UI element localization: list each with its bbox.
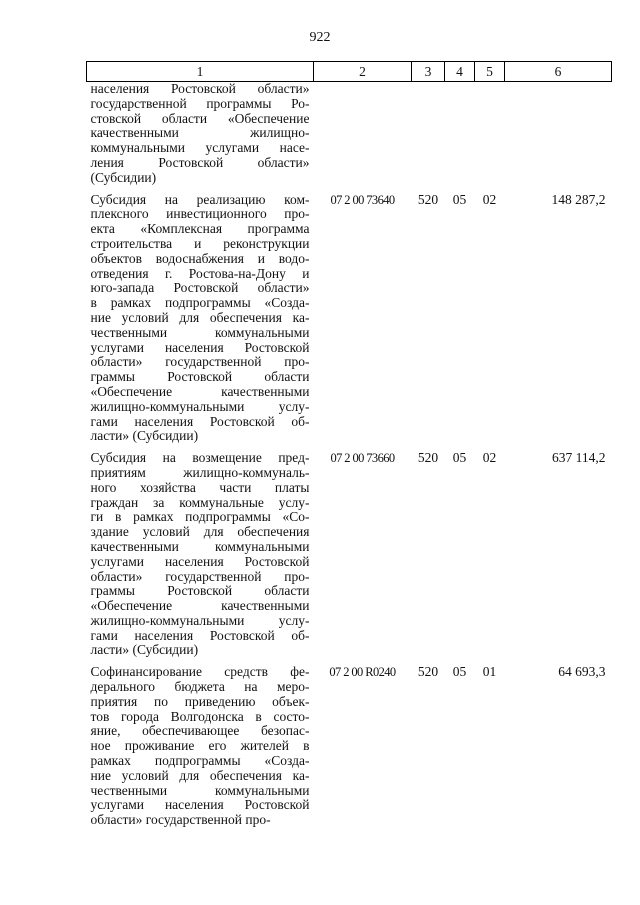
row-description	[87, 82, 314, 193]
row-description	[87, 451, 314, 665]
description-line: екта «Комплексная программа	[90, 221, 310, 237]
description-line: услугами населения Ростовской	[90, 553, 310, 569]
description-line: тов города Волгодонска в состо-	[90, 708, 310, 724]
description-line: ления Ростовской области»	[90, 154, 310, 170]
column-header: 2	[314, 62, 412, 82]
column-header: 1	[87, 62, 314, 82]
budget-code	[314, 82, 412, 193]
description-line: в рамках подпрограммы «Созда-	[90, 295, 310, 311]
page-number: 922	[309, 30, 331, 45]
description-line: чественными коммунальными	[90, 782, 310, 798]
table-row	[87, 451, 612, 665]
description-line: Субсидия на реализацию ком-	[90, 191, 310, 207]
description-line: здание условий для обеспечения	[90, 524, 310, 540]
description-line: «Обеспечение качественными	[90, 598, 310, 614]
table-header-row	[87, 62, 612, 82]
description-line: ласти» (Субсидии)	[90, 642, 199, 658]
amount-value: 148 287,2	[551, 191, 606, 207]
row-description	[87, 665, 314, 835]
description-line: яние, обеспечивающее безопас-	[90, 723, 310, 739]
row-description	[87, 193, 314, 452]
column-header: 5	[475, 62, 505, 82]
expense-type-code: 520	[417, 191, 439, 207]
column-header: 4	[445, 62, 475, 82]
subsection-code: 02	[482, 450, 497, 466]
description-line: приятиям жилищно-коммуналь-	[90, 464, 310, 480]
description-line: юго-запада Ростовской области»	[90, 280, 310, 296]
description-line: рамках подпрограммы «Созда-	[90, 753, 310, 769]
expense-type-code: 520	[417, 664, 439, 680]
table-row	[87, 82, 612, 193]
description-line: коммунальными услугами насе-	[90, 140, 310, 156]
subsection-code: 02	[482, 191, 497, 207]
section-code: 05	[452, 191, 467, 207]
table-row	[87, 665, 612, 835]
description-line: Софинансирование средств фе-	[90, 664, 310, 680]
expense-type-code: 520	[417, 450, 439, 466]
description-line: Субсидия на возмещение пред-	[90, 450, 310, 466]
description-line: объектов водоснабжения и водо-	[90, 250, 310, 266]
budget-table	[86, 61, 612, 835]
description-line: ние условий для обеспечения ка-	[90, 309, 310, 325]
description-line: (Субсидии)	[90, 169, 157, 185]
description-line: граждан за коммунальные услу-	[90, 494, 310, 510]
table-row	[87, 193, 612, 452]
description-line: гами населения Ростовской об-	[90, 627, 310, 643]
description-line: ное проживание его жителей в	[90, 738, 310, 754]
description-line: ние условий для обеспечения ка-	[90, 767, 310, 783]
description-line: жилищно-коммунальными услу-	[90, 398, 310, 414]
budget-code: 07 2 00 73660	[330, 451, 395, 466]
description-line: дерального бюджета на меро-	[90, 679, 310, 695]
budget-code: 07 2 00 73640	[330, 192, 395, 207]
description-line: населения Ростовской области»	[90, 81, 310, 96]
description-line: услугами населения Ростовской	[90, 797, 310, 813]
description-line: ги в рамках подпрограммы «Со-	[90, 509, 310, 525]
description-line: жилищно-коммунальными услу-	[90, 612, 310, 628]
description-line: плексного инвестиционного про-	[90, 206, 310, 222]
description-line: граммы Ростовской области	[90, 369, 310, 385]
column-header: 6	[505, 62, 612, 82]
subsection-code	[475, 82, 505, 193]
amount-value	[505, 82, 612, 193]
amount-value: 64 693,3	[558, 664, 606, 680]
description-line: «Обеспечение качественными	[90, 383, 310, 399]
subsection-code: 01	[482, 664, 497, 680]
description-line: области» государственной про-	[90, 354, 310, 370]
table-body	[87, 82, 612, 836]
description-line: чественными коммунальными	[90, 324, 310, 340]
section-code: 05	[452, 664, 467, 680]
description-line: качественными жилищно-	[90, 125, 310, 141]
description-line: стовской области «Обеспечение	[90, 110, 310, 126]
amount-value: 637 114,2	[552, 450, 606, 466]
description-line: области» государственной про-	[90, 812, 271, 828]
description-line: гами населения Ростовской об-	[90, 413, 310, 429]
description-line: ного хозяйства части платы	[90, 479, 310, 495]
section-code: 05	[452, 450, 467, 466]
description-line: области» государственной про-	[90, 568, 310, 584]
expense-type-code	[412, 82, 445, 193]
description-line: услугами населения Ростовской	[90, 339, 310, 355]
budget-code: 07 2 00 R0240	[329, 665, 396, 680]
description-line: граммы Ростовской области	[90, 583, 310, 599]
description-line: качественными коммунальными	[90, 538, 310, 554]
description-line: приятия по приведению объек-	[90, 693, 310, 709]
description-line: государственной программы Ро-	[90, 95, 310, 111]
description-line: строительства и реконструкции	[90, 235, 310, 251]
section-code	[445, 82, 475, 193]
column-header: 3	[412, 62, 445, 82]
description-line: ласти» (Субсидии)	[90, 428, 199, 444]
description-line: отведения г. Ростова-на-Дону и	[90, 265, 310, 281]
